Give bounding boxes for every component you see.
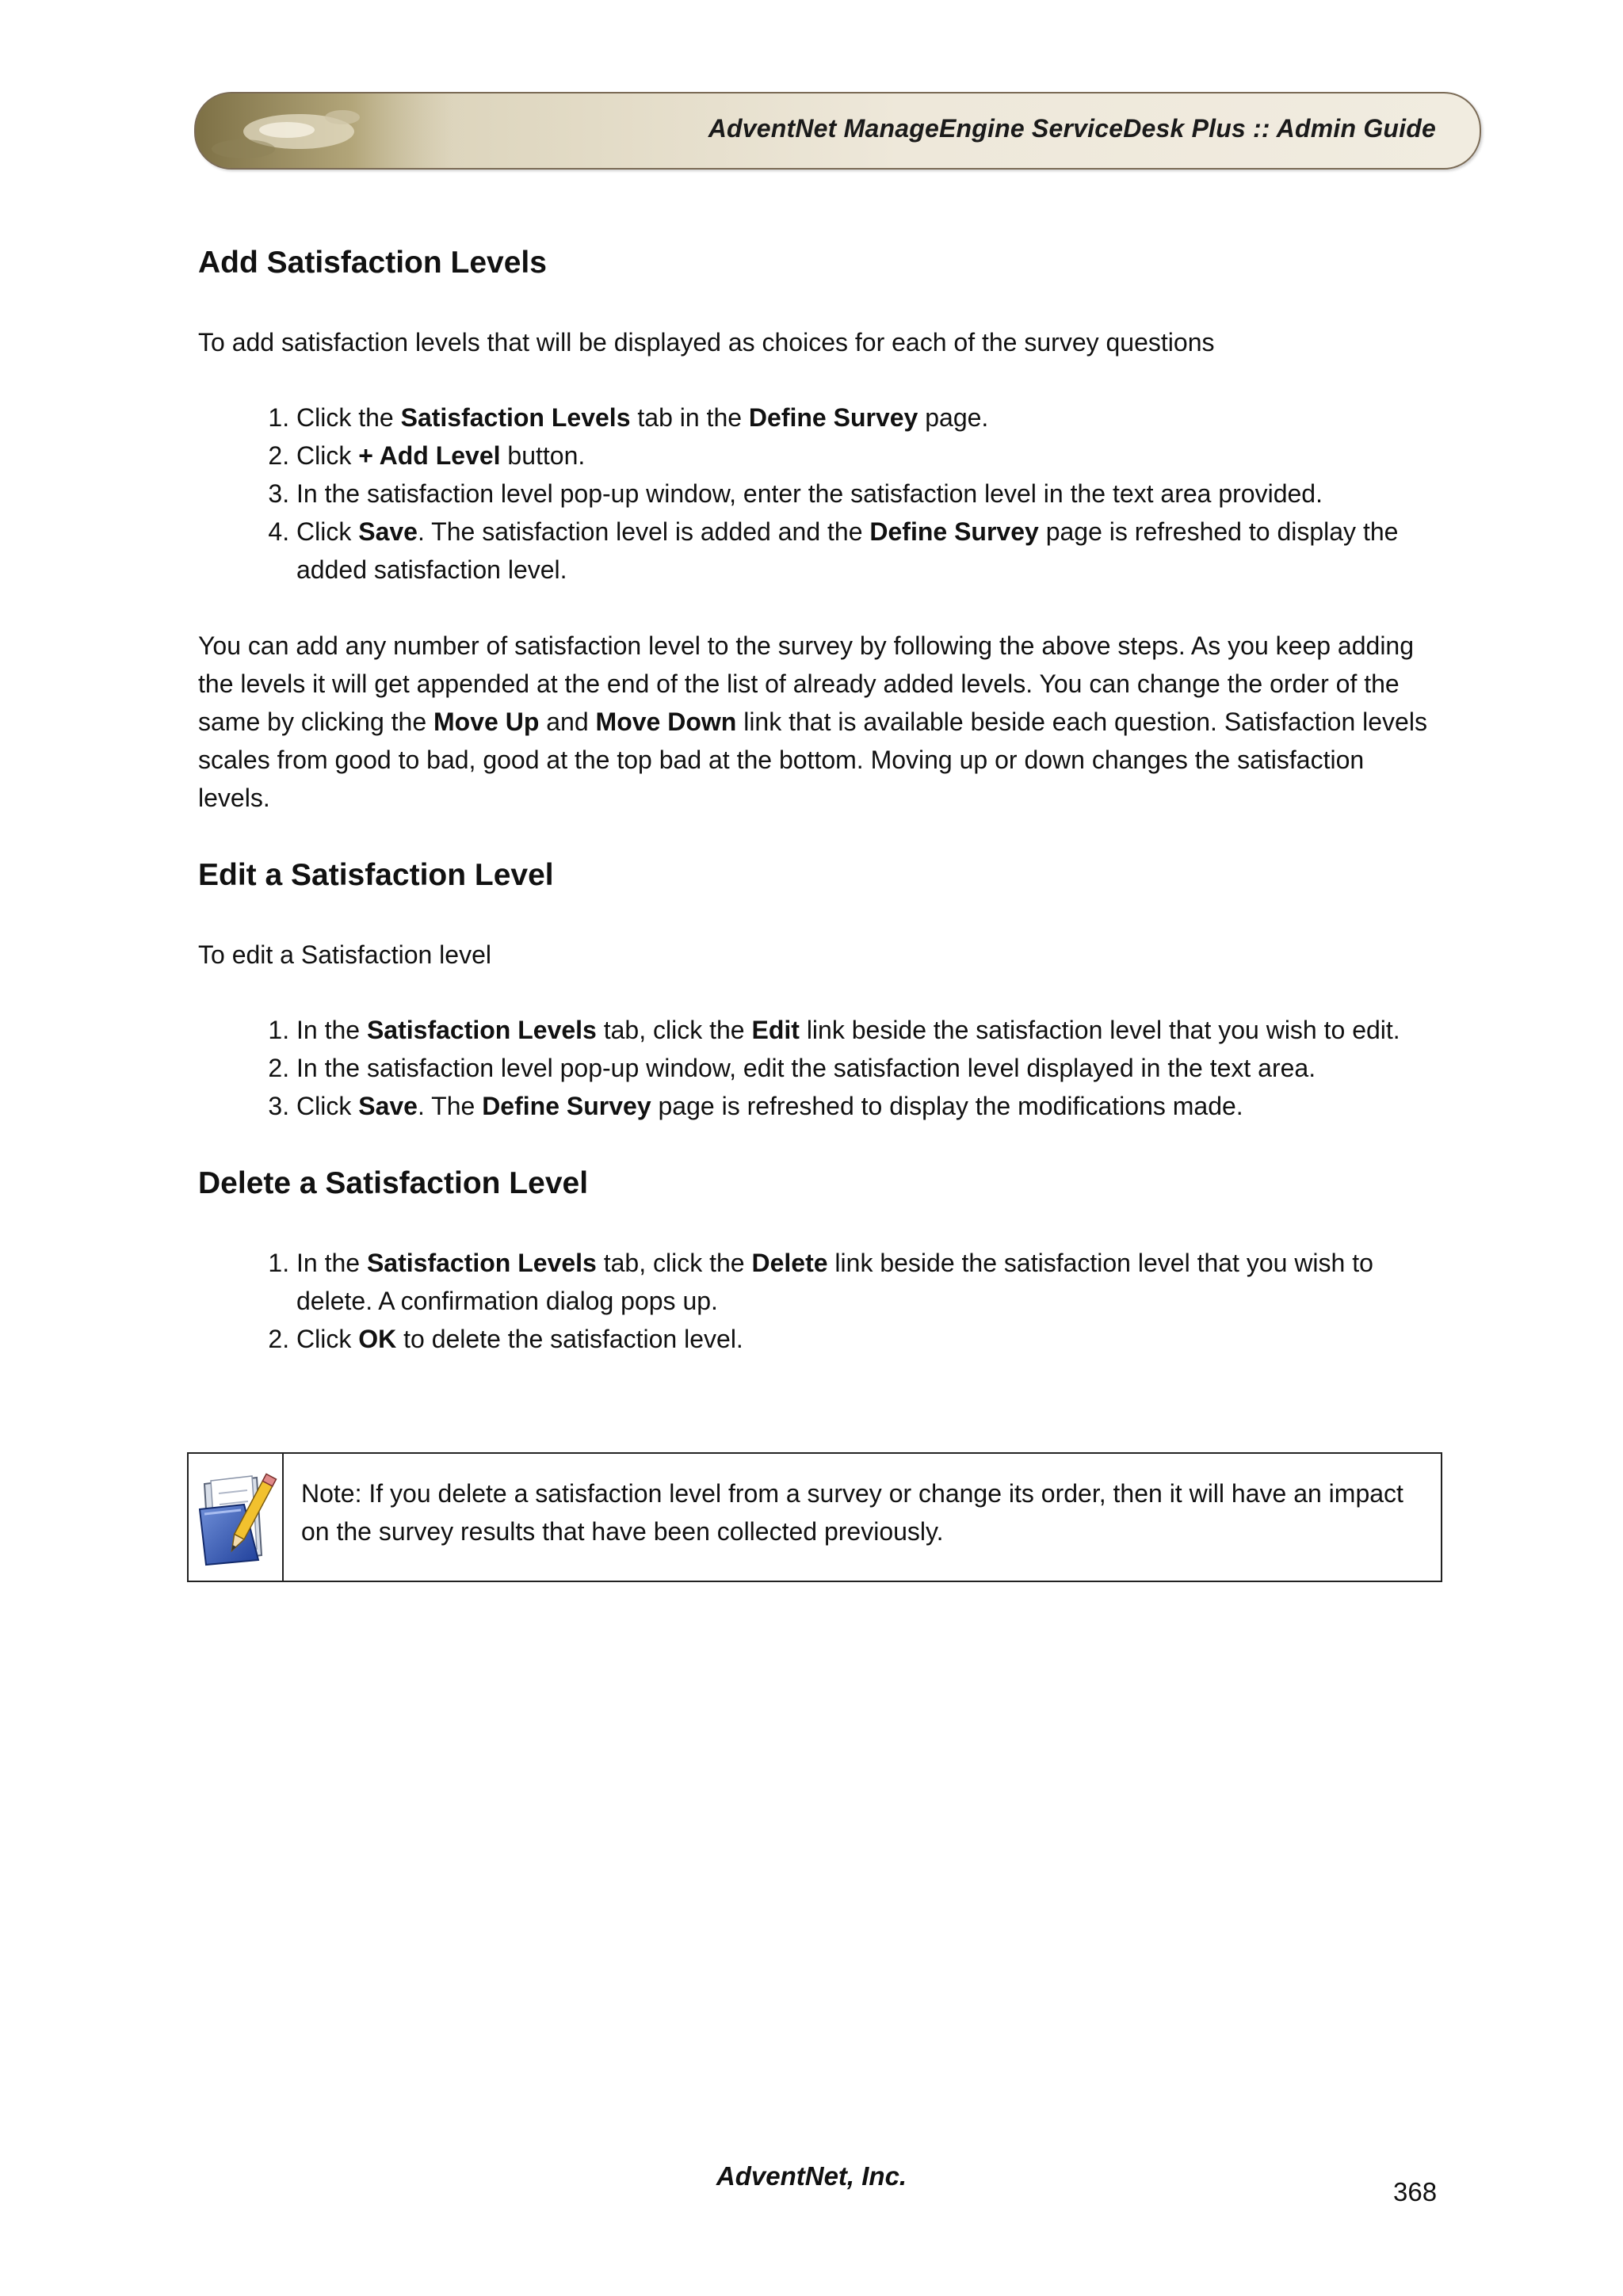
list-item: 1. In the Satisfaction Levels tab, click the Edit link beside the satisfaction level that you wish to edit.	[296, 1011, 1442, 1049]
list-item: 2. In the satisfaction level pop-up window, edit the satisfaction level displayed in the text area.	[296, 1049, 1442, 1087]
page-number: 368	[1393, 2177, 1438, 2206]
list-item: 1. In the Satisfaction Levels tab, click the Delete link beside the satisfaction level that you wish to delete. A confirmation dialog pops up.	[296, 1244, 1442, 1320]
banner-decoration-icon	[196, 93, 457, 168]
add-intro: To add satisfaction levels that will be displayed as choices for each of the survey questions	[198, 328, 1215, 357]
list-item: 4. Click Save. The satisfaction level is added and the Define Survey page is refreshed to display the added satisfaction level.	[296, 513, 1442, 589]
edit-steps-list	[198, 1011, 1442, 1125]
note-box	[187, 1452, 1442, 1582]
list-item: 1. Click the Satisfaction Levels tab in the Define Survey page.	[296, 399, 1442, 437]
footer-company: AdventNet, Inc.	[716, 2161, 907, 2191]
header-banner	[194, 92, 1481, 170]
header-title: AdventNet ManageEngine ServiceDesk Plus :: Admin Guide	[708, 114, 1436, 143]
note-icon-cell	[189, 1454, 284, 1581]
note-pencil-folder-icon	[189, 1466, 282, 1568]
list-item: 2. Click OK to delete the satisfaction level.	[296, 1320, 1442, 1358]
list-item: 3. In the satisfaction level pop-up window, enter the satisfaction level in the text area provided.	[296, 475, 1442, 513]
list-item: 3. Click Save. The Define Survey page is refreshed to display the modifications made.	[296, 1087, 1442, 1125]
note-text: Note: If you delete a satisfaction level from a survey or change its order, then it will have an impact on the survey results that have been collected previously.	[301, 1479, 1403, 1546]
heading-edit-satisfaction-level: Edit a Satisfaction Level	[198, 858, 554, 892]
add-paragraph: You can add any number of satisfaction level to the survey by following the above steps. As you keep adding the levels it will get appended at the end of the list of already added levels. You can change the order of the same by clicking the Move Up and Move Down link that is available beside each question. Satisfaction levels scales from good to bad, good at the top bad at the bottom. Moving up or down changes the satisfaction levels.	[198, 631, 1427, 812]
list-item: 2. Click + Add Level button.	[296, 437, 1442, 475]
edit-intro: To edit a Satisfaction level	[198, 940, 491, 969]
delete-steps-list	[198, 1244, 1442, 1358]
heading-add-satisfaction-levels: Add Satisfaction Levels	[198, 246, 547, 280]
main-content	[198, 244, 1442, 1358]
add-steps-list	[198, 399, 1442, 589]
heading-delete-satisfaction-level: Delete a Satisfaction Level	[198, 1166, 589, 1200]
